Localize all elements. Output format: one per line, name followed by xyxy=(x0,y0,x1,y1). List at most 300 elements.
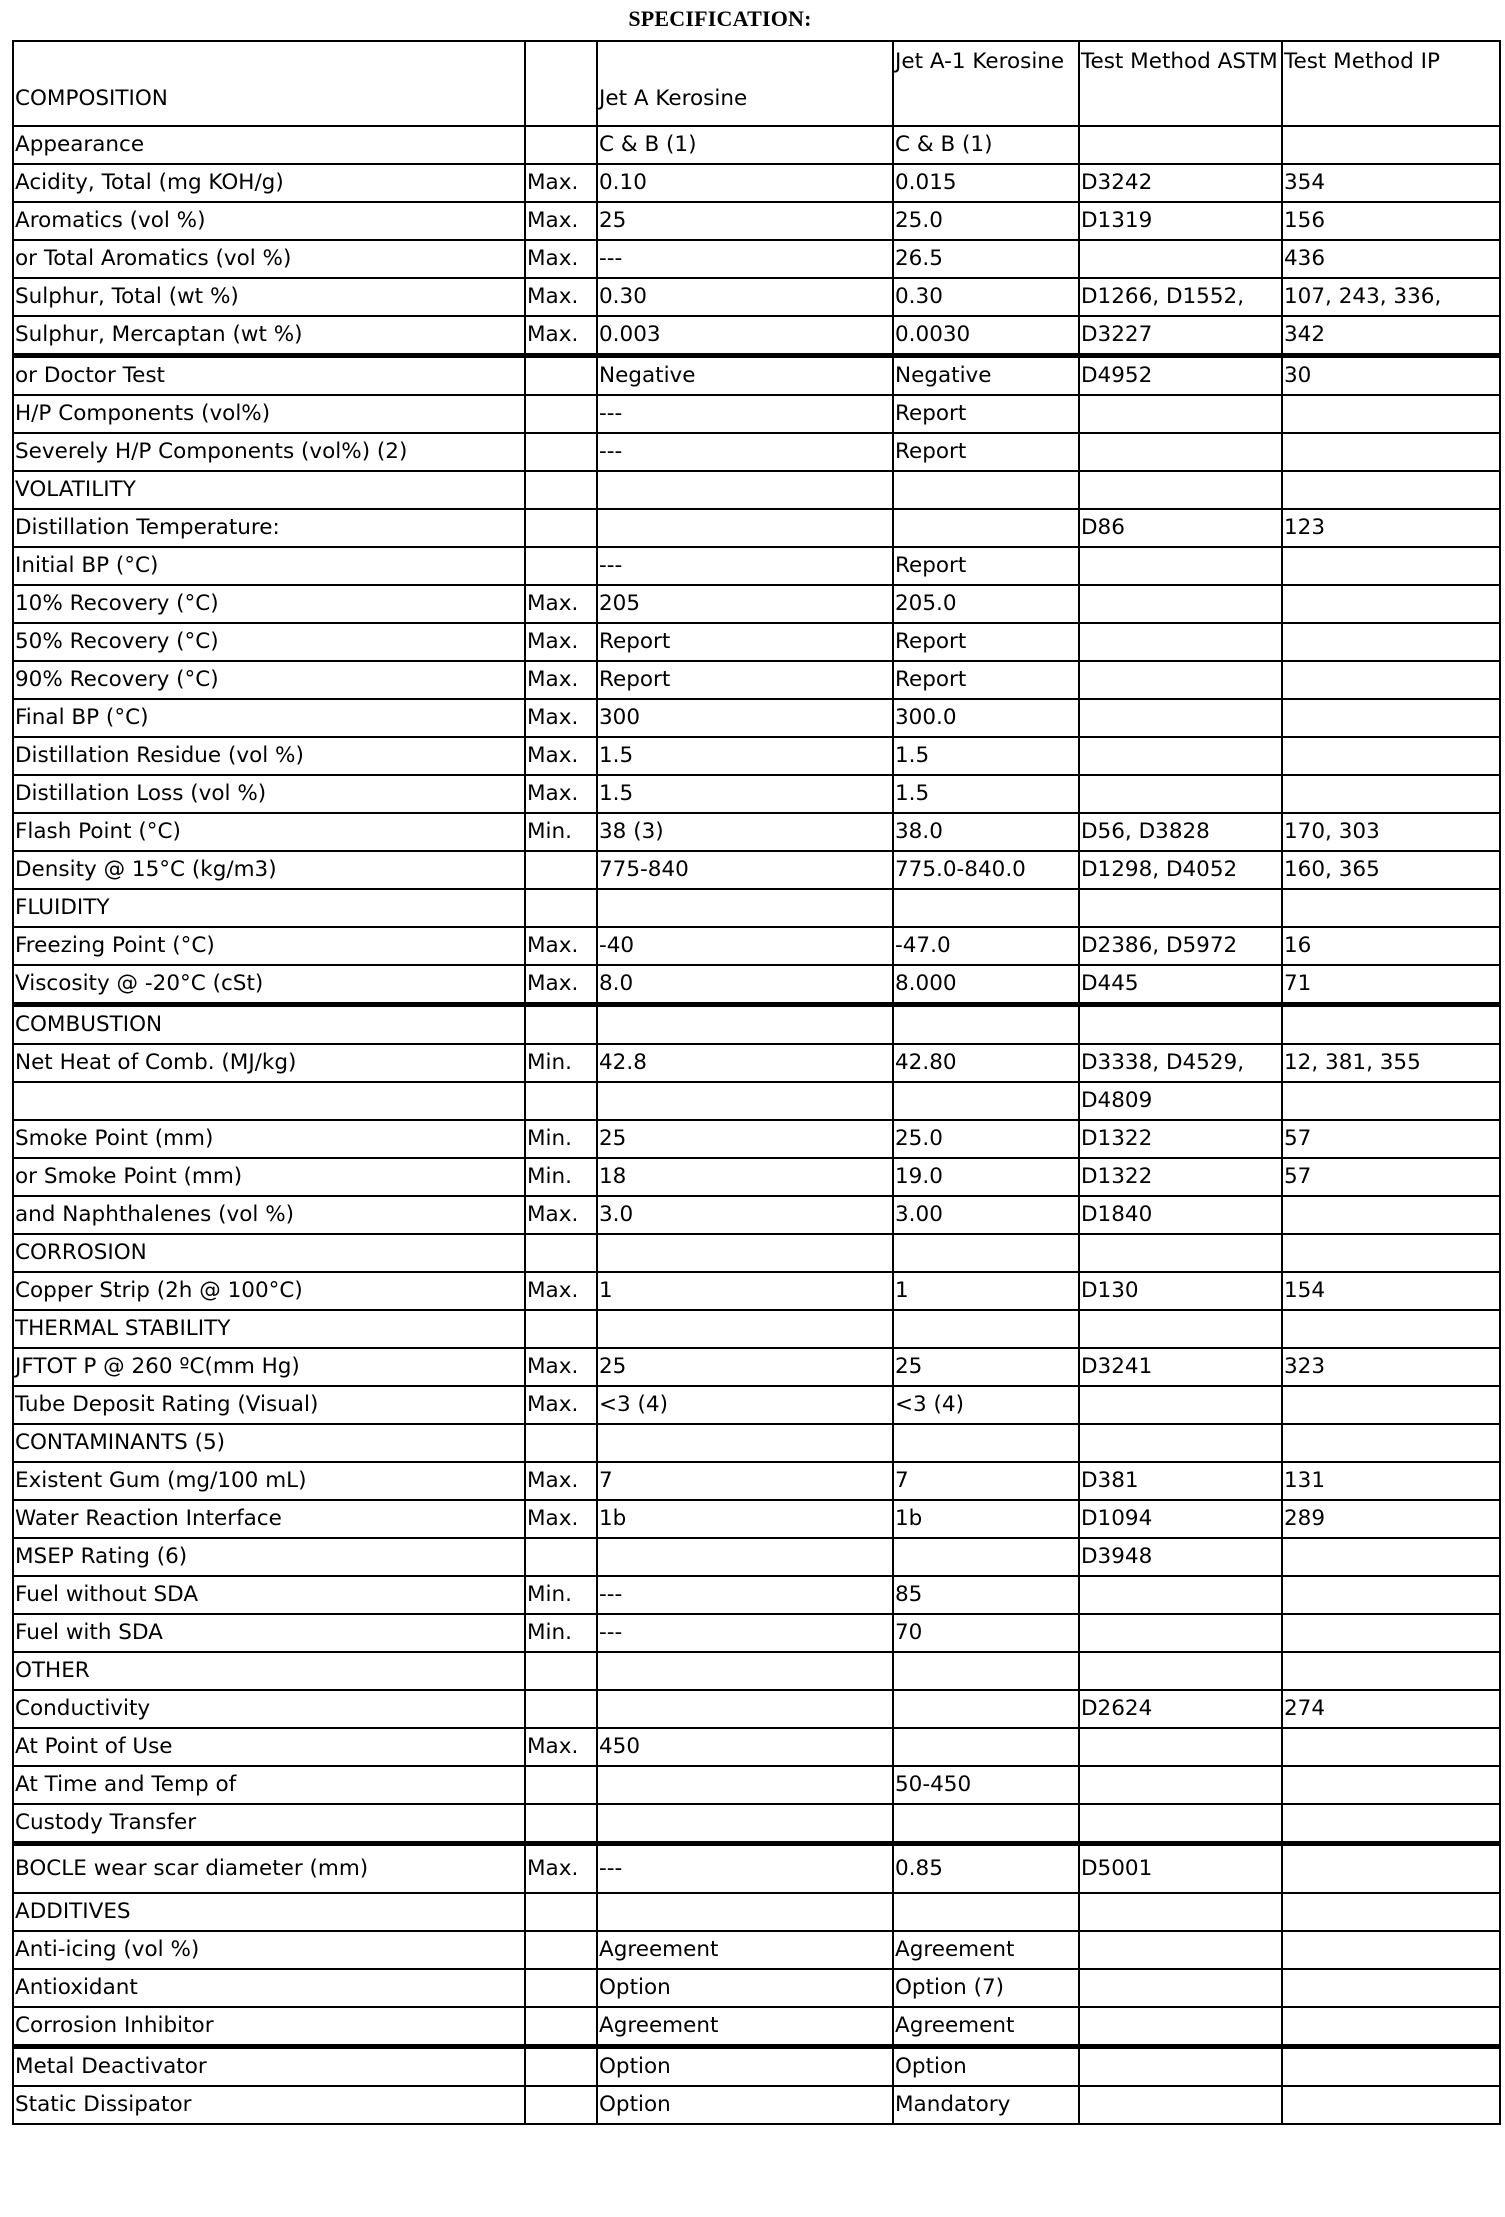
astm-method-cell: D56, D3828 xyxy=(1079,813,1282,851)
header-composition: COMPOSITION xyxy=(13,41,525,126)
astm-method-cell xyxy=(1079,433,1282,471)
header-limit xyxy=(525,41,597,126)
ip-method-cell: 57 xyxy=(1282,1158,1500,1196)
specification-table-body xyxy=(13,41,1500,2124)
table-row xyxy=(13,2086,1500,2124)
astm-method-cell xyxy=(1079,699,1282,737)
limit-cell xyxy=(525,1310,597,1348)
astm-method-cell: D445 xyxy=(1079,965,1282,1005)
table-row xyxy=(13,1576,1500,1614)
limit-cell: Max. xyxy=(525,1462,597,1500)
jet-a-value-cell xyxy=(597,1234,893,1272)
astm-method-cell xyxy=(1079,775,1282,813)
property-cell: Smoke Point (mm) xyxy=(13,1120,525,1158)
property-cell: Distillation Residue (vol %) xyxy=(13,737,525,775)
jet-a1-value-cell: 8.000 xyxy=(893,965,1079,1005)
property-cell: Static Dissipator xyxy=(13,2086,525,2124)
property-cell: At Point of Use xyxy=(13,1728,525,1766)
property-cell: Severely H/P Components (vol%) (2) xyxy=(13,433,525,471)
jet-a1-value-cell: Option (7) xyxy=(893,1969,1079,2007)
jet-a1-value-cell: 50-450 xyxy=(893,1766,1079,1804)
astm-method-cell xyxy=(1079,1576,1282,1614)
astm-method-cell: D1094 xyxy=(1079,1500,1282,1538)
property-cell: Corrosion Inhibitor xyxy=(13,2007,525,2047)
jet-a1-value-cell: 0.015 xyxy=(893,164,1079,202)
table-row xyxy=(13,316,1500,356)
jet-a1-value-cell: Negative xyxy=(893,356,1079,396)
astm-method-cell: D1840 xyxy=(1079,1196,1282,1234)
jet-a-value-cell: 0.10 xyxy=(597,164,893,202)
jet-a1-value-cell xyxy=(893,1652,1079,1690)
astm-method-cell xyxy=(1079,1234,1282,1272)
limit-cell: Max. xyxy=(525,623,597,661)
ip-method-cell xyxy=(1282,623,1500,661)
table-row xyxy=(13,356,1500,396)
property-cell: JFTOT P @ 260 ºC(mm Hg) xyxy=(13,1348,525,1386)
property-cell: FLUIDITY xyxy=(13,889,525,927)
table-row xyxy=(13,1120,1500,1158)
jet-a1-value-cell xyxy=(893,1234,1079,1272)
astm-method-cell: D3338, D4529, xyxy=(1079,1044,1282,1082)
jet-a-value-cell xyxy=(597,1893,893,1931)
property-cell: Freezing Point (°C) xyxy=(13,927,525,965)
jet-a1-value-cell: Report xyxy=(893,623,1079,661)
limit-cell: Max. xyxy=(525,775,597,813)
limit-cell xyxy=(525,851,597,889)
astm-method-cell xyxy=(1079,623,1282,661)
ip-method-cell xyxy=(1282,1424,1500,1462)
jet-a-value-cell: 205 xyxy=(597,585,893,623)
limit-cell: Min. xyxy=(525,1158,597,1196)
limit-cell: Max. xyxy=(525,661,597,699)
jet-a1-value-cell: C & B (1) xyxy=(893,126,1079,164)
table-row xyxy=(13,1931,1500,1969)
ip-method-cell xyxy=(1282,1234,1500,1272)
property-cell: Distillation Temperature: xyxy=(13,509,525,547)
limit-cell: Min. xyxy=(525,1044,597,1082)
property-cell: CORROSION xyxy=(13,1234,525,1272)
limit-cell xyxy=(525,1234,597,1272)
jet-a1-value-cell xyxy=(893,889,1079,927)
ip-method-cell xyxy=(1282,1005,1500,1045)
ip-method-cell xyxy=(1282,395,1500,433)
jet-a1-value-cell xyxy=(893,1082,1079,1120)
table-row xyxy=(13,1005,1500,1045)
ip-method-cell xyxy=(1282,737,1500,775)
astm-method-cell xyxy=(1079,2086,1282,2124)
ip-method-cell: 156 xyxy=(1282,202,1500,240)
jet-a-value-cell xyxy=(597,889,893,927)
property-cell: Viscosity @ -20°C (cSt) xyxy=(13,965,525,1005)
table-row xyxy=(13,1652,1500,1690)
limit-cell: Max. xyxy=(525,164,597,202)
table-row xyxy=(13,1969,1500,2007)
limit-cell xyxy=(525,509,597,547)
jet-a1-value-cell xyxy=(893,1690,1079,1728)
limit-cell xyxy=(525,1082,597,1120)
property-cell: or Smoke Point (mm) xyxy=(13,1158,525,1196)
table-row xyxy=(13,1690,1500,1728)
table-row xyxy=(13,1234,1500,1272)
property-cell: CONTAMINANTS (5) xyxy=(13,1424,525,1462)
astm-method-cell: D4952 xyxy=(1079,356,1282,396)
table-row xyxy=(13,889,1500,927)
property-cell: 10% Recovery (°C) xyxy=(13,585,525,623)
jet-a1-value-cell: 26.5 xyxy=(893,240,1079,278)
jet-a-value-cell: 42.8 xyxy=(597,1044,893,1082)
jet-a1-value-cell: 0.30 xyxy=(893,278,1079,316)
page-title: SPECIFICATION: xyxy=(628,6,812,31)
ip-method-cell xyxy=(1282,1844,1500,1894)
property-cell: or Total Aromatics (vol %) xyxy=(13,240,525,278)
table-row xyxy=(13,1844,1500,1894)
property-cell: Custody Transfer xyxy=(13,1804,525,1844)
header-jet-a1: Jet A-1 Kerosine xyxy=(893,41,1079,126)
limit-cell: Min. xyxy=(525,1120,597,1158)
ip-method-cell xyxy=(1282,1614,1500,1652)
ip-method-cell xyxy=(1282,2007,1500,2047)
astm-method-cell: D381 xyxy=(1079,1462,1282,1500)
ip-method-cell: 160, 365 xyxy=(1282,851,1500,889)
limit-cell xyxy=(525,1538,597,1576)
jet-a1-value-cell: 0.85 xyxy=(893,1844,1079,1894)
astm-method-cell xyxy=(1079,240,1282,278)
ip-method-cell xyxy=(1282,1386,1500,1424)
ip-method-cell xyxy=(1282,1804,1500,1844)
jet-a-value-cell: Report xyxy=(597,623,893,661)
property-cell: Sulphur, Mercaptan (wt %) xyxy=(13,316,525,356)
astm-method-cell xyxy=(1079,1424,1282,1462)
jet-a1-value-cell: Option xyxy=(893,2047,1079,2087)
jet-a-value-cell: 8.0 xyxy=(597,965,893,1005)
table-row xyxy=(13,433,1500,471)
limit-cell xyxy=(525,356,597,396)
jet-a1-value-cell xyxy=(893,509,1079,547)
jet-a-value-cell: 0.30 xyxy=(597,278,893,316)
limit-cell: Max. xyxy=(525,585,597,623)
ip-method-cell: 30 xyxy=(1282,356,1500,396)
table-row xyxy=(13,1196,1500,1234)
ip-method-cell xyxy=(1282,1538,1500,1576)
table-row xyxy=(13,623,1500,661)
astm-method-cell xyxy=(1079,1766,1282,1804)
property-cell: Fuel without SDA xyxy=(13,1576,525,1614)
ip-method-cell: 123 xyxy=(1282,509,1500,547)
property-cell: and Naphthalenes (vol %) xyxy=(13,1196,525,1234)
jet-a-value-cell xyxy=(597,471,893,509)
property-cell: Conductivity xyxy=(13,1690,525,1728)
table-row xyxy=(13,1538,1500,1576)
astm-method-cell xyxy=(1079,2047,1282,2087)
table-row xyxy=(13,1310,1500,1348)
ip-method-cell xyxy=(1282,889,1500,927)
ip-method-cell: 354 xyxy=(1282,164,1500,202)
jet-a-value-cell: Option xyxy=(597,2086,893,2124)
jet-a-value-cell xyxy=(597,1310,893,1348)
jet-a1-value-cell xyxy=(893,1804,1079,1844)
ip-method-cell xyxy=(1282,1766,1500,1804)
table-row xyxy=(13,927,1500,965)
jet-a-value-cell: 25 xyxy=(597,1120,893,1158)
jet-a1-value-cell: 3.00 xyxy=(893,1196,1079,1234)
table-row xyxy=(13,1272,1500,1310)
property-cell: Initial BP (°C) xyxy=(13,547,525,585)
ip-method-cell xyxy=(1282,471,1500,509)
table-row xyxy=(13,699,1500,737)
ip-method-cell xyxy=(1282,1196,1500,1234)
astm-method-cell xyxy=(1079,1614,1282,1652)
jet-a-value-cell: 18 xyxy=(597,1158,893,1196)
ip-method-cell: 16 xyxy=(1282,927,1500,965)
jet-a-value-cell xyxy=(597,1005,893,1045)
property-cell: 90% Recovery (°C) xyxy=(13,661,525,699)
ip-method-cell xyxy=(1282,2086,1500,2124)
limit-cell xyxy=(525,1804,597,1844)
jet-a1-value-cell: 7 xyxy=(893,1462,1079,1500)
header-test-method-ip: Test Method IP xyxy=(1282,41,1500,126)
jet-a-value-cell xyxy=(597,1082,893,1120)
limit-cell: Max. xyxy=(525,1386,597,1424)
ip-method-cell xyxy=(1282,126,1500,164)
jet-a-value-cell: Agreement xyxy=(597,1931,893,1969)
limit-cell xyxy=(525,547,597,585)
limit-cell xyxy=(525,1766,597,1804)
property-cell: Antioxidant xyxy=(13,1969,525,2007)
ip-method-cell: 323 xyxy=(1282,1348,1500,1386)
ip-method-cell: 274 xyxy=(1282,1690,1500,1728)
limit-cell: Min. xyxy=(525,813,597,851)
astm-method-cell xyxy=(1079,585,1282,623)
astm-method-cell xyxy=(1079,395,1282,433)
limit-cell xyxy=(525,1690,597,1728)
ip-method-cell xyxy=(1282,1893,1500,1931)
jet-a-value-cell: 1.5 xyxy=(597,775,893,813)
astm-method-cell: D3948 xyxy=(1079,1538,1282,1576)
jet-a1-value-cell xyxy=(893,1893,1079,1931)
jet-a1-value-cell: 0.0030 xyxy=(893,316,1079,356)
astm-method-cell xyxy=(1079,737,1282,775)
table-row xyxy=(13,1766,1500,1804)
table-row xyxy=(13,164,1500,202)
limit-cell xyxy=(525,2047,597,2087)
property-cell: Final BP (°C) xyxy=(13,699,525,737)
jet-a-value-cell xyxy=(597,1538,893,1576)
ip-method-cell: 57 xyxy=(1282,1120,1500,1158)
ip-method-cell xyxy=(1282,1969,1500,2007)
astm-method-cell: D3227 xyxy=(1079,316,1282,356)
table-row xyxy=(13,547,1500,585)
property-cell: Tube Deposit Rating (Visual) xyxy=(13,1386,525,1424)
jet-a1-value-cell xyxy=(893,1538,1079,1576)
limit-cell: Max. xyxy=(525,927,597,965)
jet-a1-value-cell: Report xyxy=(893,547,1079,585)
property-cell: H/P Components (vol%) xyxy=(13,395,525,433)
ip-method-cell: 12, 381, 355 xyxy=(1282,1044,1500,1082)
ip-method-cell: 289 xyxy=(1282,1500,1500,1538)
jet-a1-value-cell: 1b xyxy=(893,1500,1079,1538)
ip-method-cell: 436 xyxy=(1282,240,1500,278)
astm-method-cell: D130 xyxy=(1079,1272,1282,1310)
table-row xyxy=(13,775,1500,813)
jet-a-value-cell xyxy=(597,1690,893,1728)
table-row xyxy=(13,240,1500,278)
astm-method-cell: D1319 xyxy=(1079,202,1282,240)
property-cell: Acidity, Total (mg KOH/g) xyxy=(13,164,525,202)
limit-cell xyxy=(525,126,597,164)
jet-a-value-cell xyxy=(597,1424,893,1462)
table-row xyxy=(13,395,1500,433)
astm-method-cell xyxy=(1079,126,1282,164)
jet-a1-value-cell: 25.0 xyxy=(893,202,1079,240)
ip-method-cell: 107, 243, 336, xyxy=(1282,278,1500,316)
astm-method-cell xyxy=(1079,1969,1282,2007)
limit-cell: Max. xyxy=(525,699,597,737)
jet-a1-value-cell xyxy=(893,1424,1079,1462)
limit-cell xyxy=(525,471,597,509)
property-cell: Aromatics (vol %) xyxy=(13,202,525,240)
astm-method-cell: D2624 xyxy=(1079,1690,1282,1728)
jet-a1-value-cell: 775.0-840.0 xyxy=(893,851,1079,889)
ip-method-cell xyxy=(1282,1082,1500,1120)
jet-a-value-cell: --- xyxy=(597,1614,893,1652)
astm-method-cell xyxy=(1079,1931,1282,1969)
jet-a1-value-cell xyxy=(893,1310,1079,1348)
ip-method-cell xyxy=(1282,1728,1500,1766)
property-cell: 50% Recovery (°C) xyxy=(13,623,525,661)
astm-method-cell xyxy=(1079,1386,1282,1424)
jet-a-value-cell: 3.0 xyxy=(597,1196,893,1234)
astm-method-cell: D2386, D5972 xyxy=(1079,927,1282,965)
limit-cell: Max. xyxy=(525,1844,597,1894)
jet-a1-value-cell: Agreement xyxy=(893,1931,1079,1969)
jet-a1-value-cell: 1 xyxy=(893,1272,1079,1310)
jet-a-value-cell: Agreement xyxy=(597,2007,893,2047)
limit-cell xyxy=(525,1424,597,1462)
property-cell: OTHER xyxy=(13,1652,525,1690)
astm-method-cell xyxy=(1079,2007,1282,2047)
astm-method-cell: D3242 xyxy=(1079,164,1282,202)
jet-a-value-cell: 38 (3) xyxy=(597,813,893,851)
jet-a1-value-cell: 70 xyxy=(893,1614,1079,1652)
jet-a1-value-cell: 85 xyxy=(893,1576,1079,1614)
astm-method-cell xyxy=(1079,1005,1282,1045)
property-cell: COMBUSTION xyxy=(13,1005,525,1045)
table-row xyxy=(13,2047,1500,2087)
jet-a-value-cell: 25 xyxy=(597,1348,893,1386)
property-cell: Distillation Loss (vol %) xyxy=(13,775,525,813)
limit-cell: Max. xyxy=(525,240,597,278)
astm-method-cell: D4809 xyxy=(1079,1082,1282,1120)
table-row xyxy=(13,1893,1500,1931)
limit-cell xyxy=(525,1893,597,1931)
limit-cell xyxy=(525,1005,597,1045)
table-header-row xyxy=(13,41,1500,126)
jet-a-value-cell: 7 xyxy=(597,1462,893,1500)
jet-a-value-cell: Negative xyxy=(597,356,893,396)
jet-a1-value-cell: 42.80 xyxy=(893,1044,1079,1082)
jet-a-value-cell: 1.5 xyxy=(597,737,893,775)
ip-method-cell xyxy=(1282,775,1500,813)
limit-cell xyxy=(525,1931,597,1969)
jet-a1-value-cell xyxy=(893,471,1079,509)
astm-method-cell: D1298, D4052 xyxy=(1079,851,1282,889)
jet-a1-value-cell: Report xyxy=(893,433,1079,471)
table-row xyxy=(13,585,1500,623)
property-cell: or Doctor Test xyxy=(13,356,525,396)
astm-method-cell: D1266, D1552, xyxy=(1079,278,1282,316)
jet-a-value-cell: --- xyxy=(597,547,893,585)
limit-cell: Max. xyxy=(525,1500,597,1538)
limit-cell: Max. xyxy=(525,1348,597,1386)
table-row xyxy=(13,851,1500,889)
jet-a-value-cell: 450 xyxy=(597,1728,893,1766)
property-cell: Water Reaction Interface xyxy=(13,1500,525,1538)
jet-a-value-cell: 25 xyxy=(597,202,893,240)
table-row xyxy=(13,1348,1500,1386)
ip-method-cell: 131 xyxy=(1282,1462,1500,1500)
table-row xyxy=(13,737,1500,775)
limit-cell: Max. xyxy=(525,278,597,316)
jet-a-value-cell: 1b xyxy=(597,1500,893,1538)
jet-a-value-cell: 775-840 xyxy=(597,851,893,889)
table-row xyxy=(13,2007,1500,2047)
astm-method-cell: D1322 xyxy=(1079,1158,1282,1196)
property-cell: Anti-icing (vol %) xyxy=(13,1931,525,1969)
astm-method-cell xyxy=(1079,547,1282,585)
jet-a-value-cell: Option xyxy=(597,1969,893,2007)
property-cell: Appearance xyxy=(13,126,525,164)
jet-a1-value-cell: 1.5 xyxy=(893,775,1079,813)
jet-a-value-cell xyxy=(597,1652,893,1690)
property-cell: BOCLE wear scar diameter (mm) xyxy=(13,1844,525,1894)
limit-cell xyxy=(525,1652,597,1690)
table-row xyxy=(13,813,1500,851)
astm-method-cell: D1322 xyxy=(1079,1120,1282,1158)
property-cell xyxy=(13,1082,525,1120)
astm-method-cell xyxy=(1079,1310,1282,1348)
limit-cell: Min. xyxy=(525,1576,597,1614)
limit-cell xyxy=(525,1969,597,2007)
jet-a1-value-cell: 1.5 xyxy=(893,737,1079,775)
ip-method-cell xyxy=(1282,547,1500,585)
limit-cell: Max. xyxy=(525,1728,597,1766)
table-row xyxy=(13,1158,1500,1196)
ip-method-cell: 71 xyxy=(1282,965,1500,1005)
astm-method-cell: D5001 xyxy=(1079,1844,1282,1894)
astm-method-cell: D86 xyxy=(1079,509,1282,547)
limit-cell xyxy=(525,2007,597,2047)
jet-a1-value-cell: 300.0 xyxy=(893,699,1079,737)
limit-cell: Min. xyxy=(525,1614,597,1652)
ip-method-cell: 154 xyxy=(1282,1272,1500,1310)
limit-cell xyxy=(525,433,597,471)
jet-a1-value-cell: 205.0 xyxy=(893,585,1079,623)
jet-a1-value-cell: Report xyxy=(893,661,1079,699)
jet-a1-value-cell: Agreement xyxy=(893,2007,1079,2047)
limit-cell: Max. xyxy=(525,202,597,240)
limit-cell: Max. xyxy=(525,737,597,775)
ip-method-cell: 342 xyxy=(1282,316,1500,356)
table-row xyxy=(13,1728,1500,1766)
ip-method-cell: 170, 303 xyxy=(1282,813,1500,851)
property-cell: Copper Strip (2h @ 100°C) xyxy=(13,1272,525,1310)
ip-method-cell xyxy=(1282,1576,1500,1614)
property-cell: MSEP Rating (6) xyxy=(13,1538,525,1576)
jet-a-value-cell: --- xyxy=(597,1844,893,1894)
property-cell: Fuel with SDA xyxy=(13,1614,525,1652)
jet-a1-value-cell: <3 (4) xyxy=(893,1386,1079,1424)
header-test-method-astm: Test Method ASTM xyxy=(1079,41,1282,126)
